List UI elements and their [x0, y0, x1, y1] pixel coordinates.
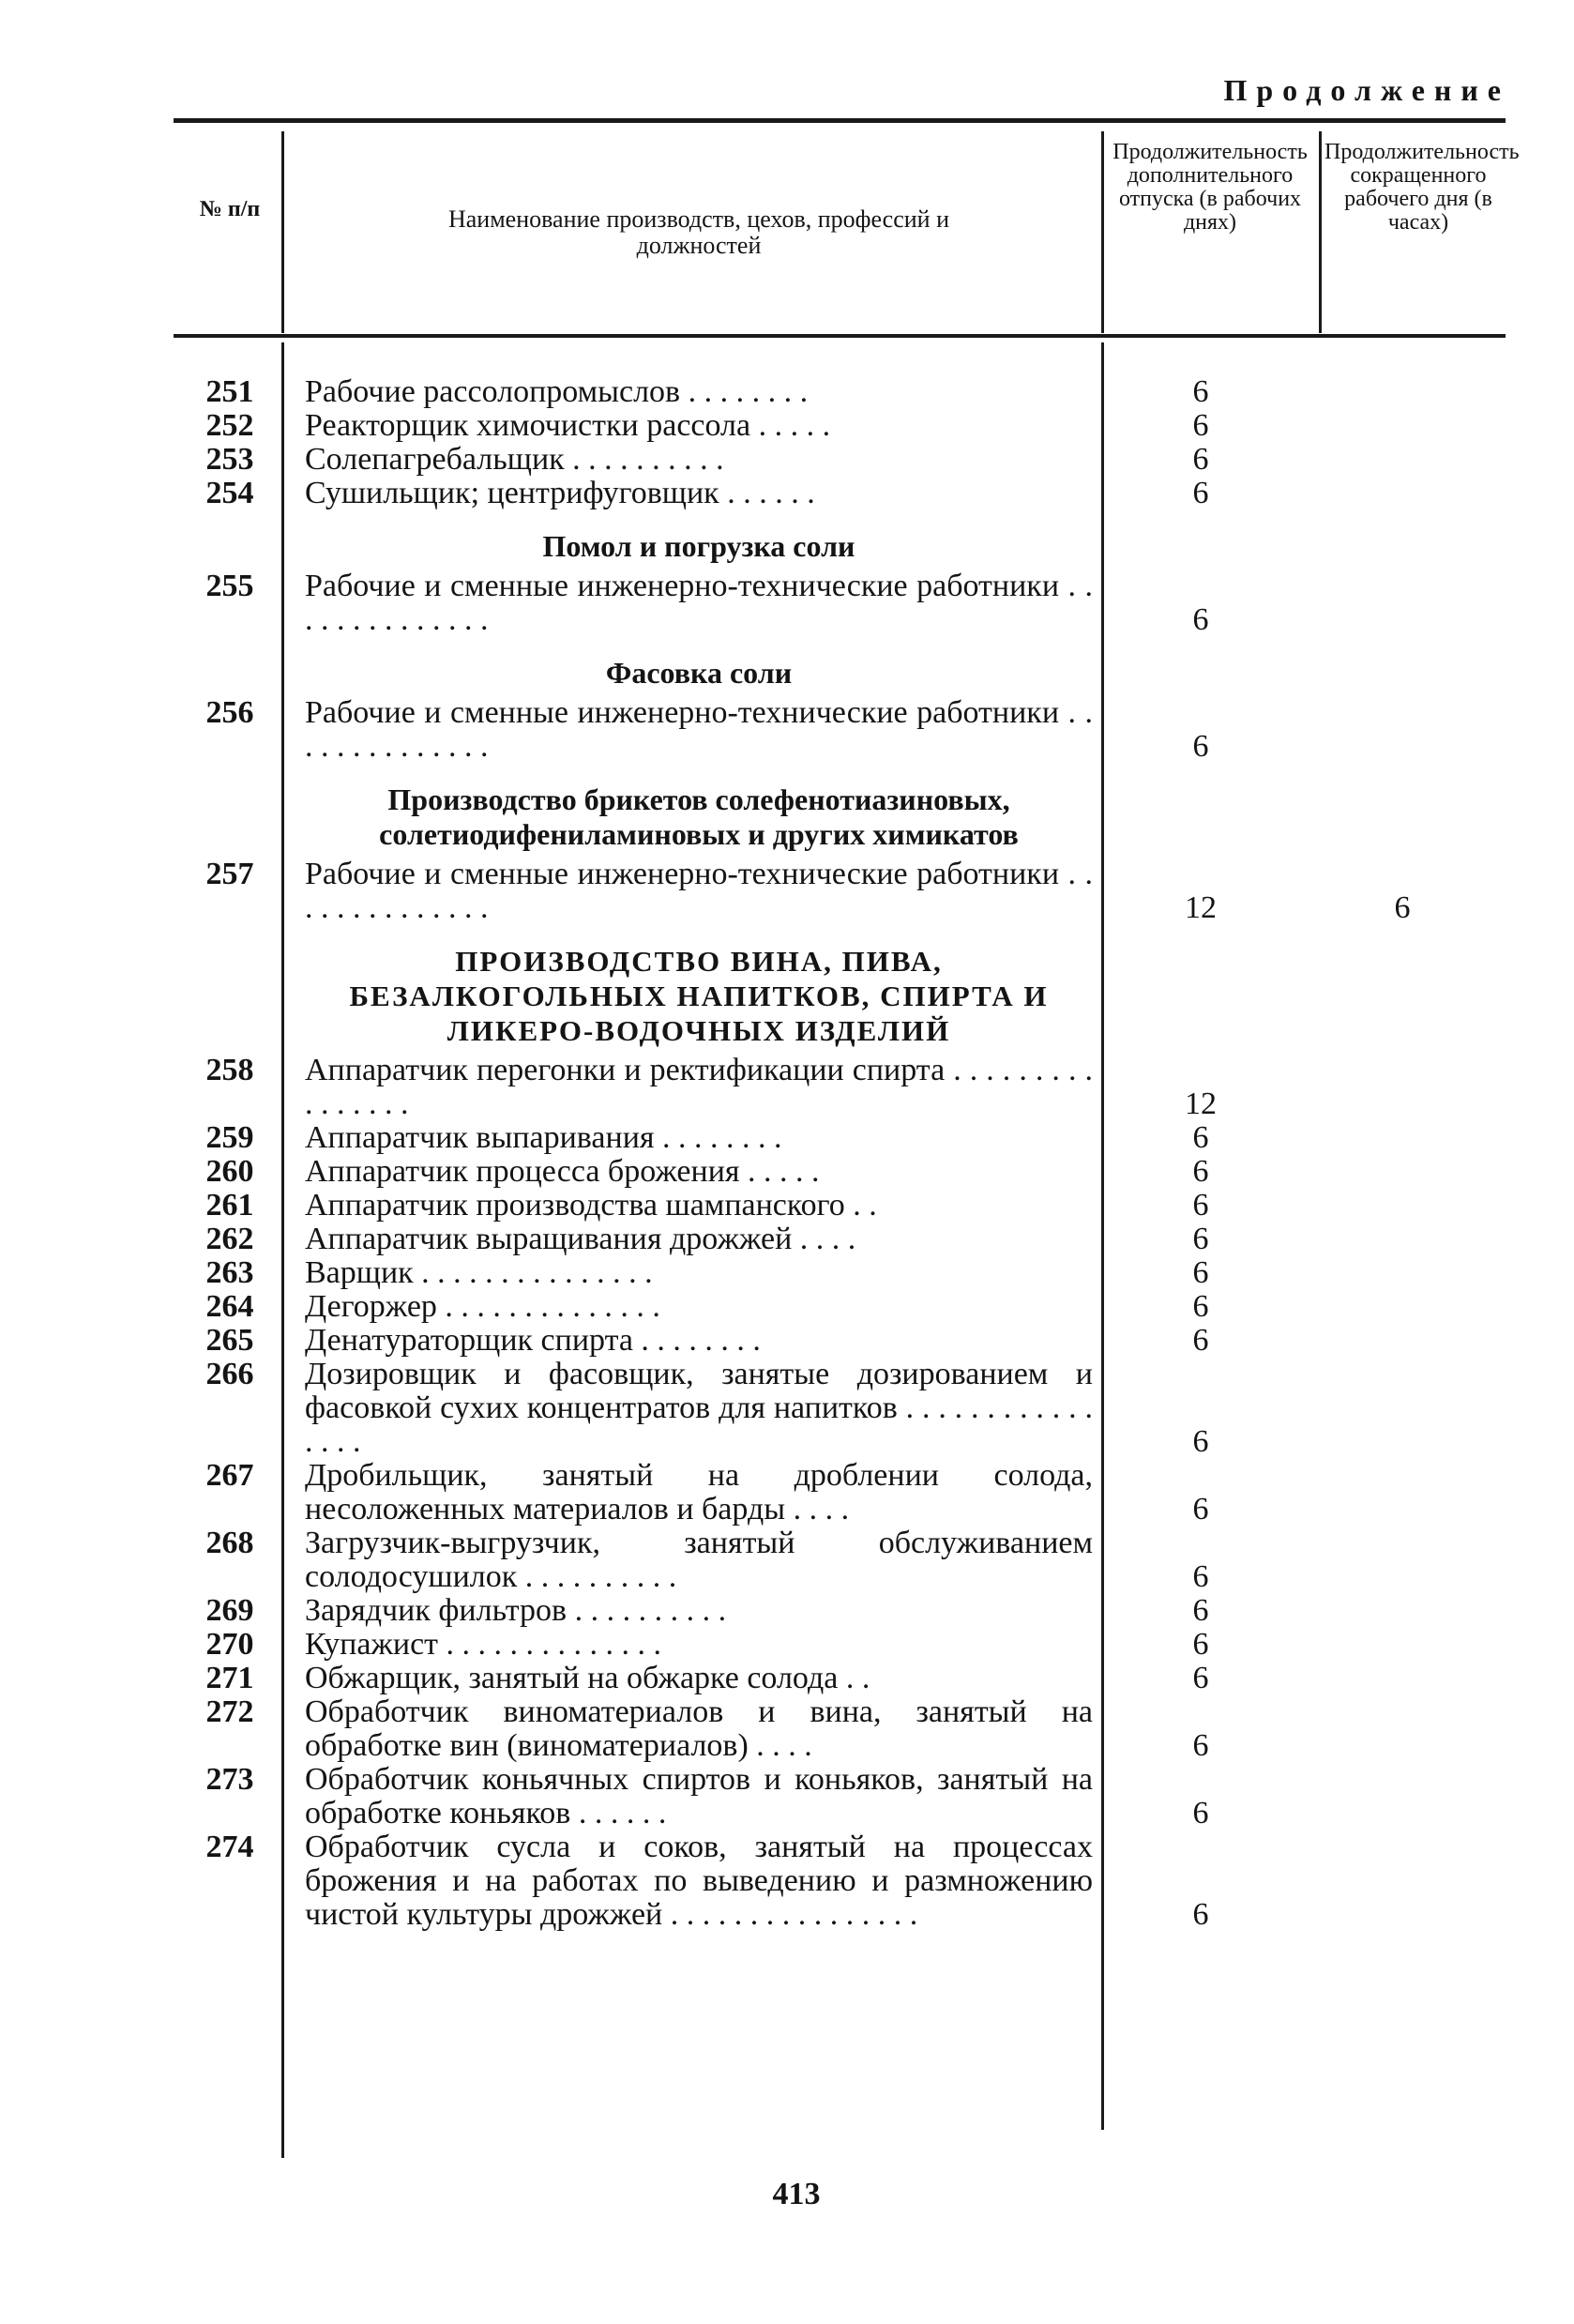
continuation-label: Продолжение: [1223, 73, 1510, 107]
row-days: 6: [1192, 1559, 1209, 1594]
row-number: 264: [205, 1289, 254, 1324]
row-days: 6: [1192, 1897, 1209, 1932]
row-name: Дробильщик, занятый на дроблении солода, несоложенных материалов и барды . . . .: [305, 1458, 1093, 1527]
row-days: 6: [1192, 729, 1209, 764]
table-top-rule: [174, 118, 1506, 123]
row-number: 274: [205, 1830, 254, 1864]
table-body: [178, 375, 1510, 1932]
row-days: 6: [1192, 1492, 1209, 1527]
row-number: 255: [205, 569, 254, 603]
row-name: Сушильщик; центрифуговщик . . . . . .: [305, 476, 815, 510]
row-name: Рабочие и сменные инженерно-технические работники . . . . . . . . . . . . . .: [305, 857, 1093, 925]
row-days: 6: [1192, 1255, 1209, 1290]
row-number: 270: [205, 1627, 254, 1662]
row-days: 6: [1192, 1154, 1209, 1189]
table-row: [178, 1628, 1510, 1662]
table-row: [178, 858, 1510, 925]
row-days: 6: [1192, 1222, 1209, 1256]
table-row: [178, 477, 1510, 510]
section-heading: Помол и погрузка соли: [542, 529, 855, 563]
row-name: Обработчик виноматериалов и вина, занятый на обработке вин (виноматериалов) . . . .: [305, 1694, 1093, 1763]
row-number: 273: [205, 1762, 254, 1797]
row-name: Аппаратчик выращивания дрожжей . . . .: [305, 1222, 856, 1256]
row-number: 256: [205, 695, 254, 730]
column-divider: [1101, 131, 1104, 333]
row-days: 6: [1192, 1661, 1209, 1695]
table-row: [178, 1121, 1510, 1155]
row-number: 252: [205, 408, 254, 443]
table-row: [178, 1256, 1510, 1290]
row-days: 6: [1192, 408, 1209, 443]
row-name: Аппаратчик перегонки и ректификации спирта . . . . . . . . . . . . . . . .: [305, 1053, 1093, 1121]
row-days: 6: [1192, 1627, 1209, 1662]
row-name: Обработчик коньячных спиртов и коньяков, занятый на обработке коньяков . . . . . .: [305, 1762, 1093, 1830]
section-heading: ПРОИЗВОДСТВО ВИНА, ПИВА, БЕЗАЛКОГОЛЬНЫХ НАПИТКОВ, СПИРТА И ЛИКЕРО-ВОДОЧНЫХ ИЗДЕЛИЙ: [349, 945, 1049, 1047]
row-days: 6: [1192, 1424, 1209, 1459]
row-name: Загрузчик-выгрузчик, занятый обслуживанием солодосушилок . . . . . . . . . .: [305, 1526, 1093, 1594]
table-row: [178, 1054, 1510, 1121]
row-name: Солепагребальщик . . . . . . . . . .: [305, 442, 724, 477]
table-row: [178, 1662, 1510, 1695]
row-days: 6: [1192, 1593, 1209, 1628]
table-row: [178, 1459, 1510, 1527]
spacer: [178, 637, 1510, 650]
table-row: [178, 375, 1510, 409]
row-days: 6: [1192, 602, 1209, 637]
row-days: 12: [1185, 1086, 1217, 1121]
table-row: [178, 1527, 1510, 1594]
row-days: 6: [1192, 1120, 1209, 1155]
row-number: 269: [205, 1593, 254, 1628]
row-number: 271: [205, 1661, 254, 1695]
row-days: 12: [1185, 890, 1217, 925]
table-row: [178, 1830, 1510, 1932]
table-row: [178, 1358, 1510, 1459]
table-row: [178, 1223, 1510, 1256]
row-days: 6: [1192, 374, 1209, 409]
row-name: Реакторщик химочистки рассола . . . . .: [305, 408, 831, 443]
row-number: 259: [205, 1120, 254, 1155]
row-days: 6: [1192, 442, 1209, 477]
table-row: [178, 1324, 1510, 1358]
header-name: Наименование производств, цехов, профессий и должностей: [447, 205, 949, 259]
row-number: 272: [205, 1694, 254, 1729]
table-row: [178, 1290, 1510, 1324]
row-name: Дозировщик и фасовщик, занятые дозированием и фасовкой сухих концентратов для напитков . . . . . . . . . . . . . . . .: [305, 1357, 1093, 1459]
row-number: 260: [205, 1154, 254, 1189]
row-name: Рабочие и сменные инженерно-технические работники . . . . . . . . . . . . . .: [305, 695, 1093, 764]
row-name: Обжарщик, занятый на обжарке солода . .: [305, 1661, 870, 1695]
row-name: Аппаратчик производства шампанского . .: [305, 1188, 877, 1223]
section-heading: Производство брикетов солефенотиазиновых, солетиодифениламиновых и других химикатов: [379, 782, 1019, 851]
row-name: Аппаратчик выпаривания . . . . . . . .: [305, 1120, 782, 1155]
row-number: 267: [205, 1458, 254, 1493]
row-name: Денатураторщик спирта . . . . . . . .: [305, 1323, 761, 1358]
row-number: 262: [205, 1222, 254, 1256]
table-row: [178, 443, 1510, 477]
row-hours: 6: [1394, 890, 1411, 925]
table-row: [178, 696, 1510, 764]
row-days: 6: [1192, 1728, 1209, 1763]
spacer: [178, 925, 1510, 938]
row-name: Дегоржер . . . . . . . . . . . . . .: [305, 1289, 660, 1324]
row-number: 265: [205, 1323, 254, 1358]
row-days: 6: [1192, 1188, 1209, 1223]
column-divider: [1319, 131, 1322, 333]
header-days: Продолжительность дополнительного отпуска (в рабочих днях): [1112, 140, 1308, 235]
table-row: [178, 1594, 1510, 1628]
row-days: 6: [1192, 1796, 1209, 1830]
row-number: 268: [205, 1526, 254, 1560]
row-name: Аппаратчик процесса брожения . . . . .: [305, 1154, 820, 1189]
row-number: 257: [205, 857, 254, 891]
table-row: [178, 1763, 1510, 1830]
row-days: 6: [1192, 1323, 1209, 1358]
column-divider: [281, 131, 284, 333]
row-name: Рабочие и сменные инженерно-технические работники . . . . . . . . . . . . . .: [305, 569, 1093, 637]
row-days: 6: [1192, 1289, 1209, 1324]
table-row: [178, 1695, 1510, 1763]
row-name: Купажист . . . . . . . . . . . . . .: [305, 1627, 662, 1662]
table-row: [178, 1189, 1510, 1223]
table-row: [178, 570, 1510, 637]
row-number: 251: [205, 374, 254, 409]
header-num: № п/п: [199, 197, 261, 221]
row-name: Рабочие рассолопромыслов . . . . . . . .: [305, 374, 809, 409]
row-number: 254: [205, 476, 254, 510]
row-name: Зарядчик фильтров . . . . . . . . . .: [305, 1593, 727, 1628]
table-row: [178, 409, 1510, 443]
table-header-rule: [174, 334, 1506, 338]
spacer: [178, 764, 1510, 777]
row-name: Обработчик сусла и соков, занятый на процессах брожения и на работах по выведению и размножению чистой культуры дрожжей . . . . . . . . . . . . . . . .: [305, 1830, 1093, 1932]
row-number: 258: [205, 1053, 254, 1087]
spacer: [178, 510, 1510, 524]
row-number: 261: [205, 1188, 254, 1223]
section-heading: Фасовка соли: [605, 656, 793, 690]
table-row: [178, 1155, 1510, 1189]
row-number: 263: [205, 1255, 254, 1290]
row-days: 6: [1192, 476, 1209, 510]
row-number: 253: [205, 442, 254, 477]
header-hours: Продолжительность сокращенного рабочего дня (в часах): [1324, 140, 1520, 235]
row-name: Варщик . . . . . . . . . . . . . . .: [305, 1255, 653, 1290]
row-number: 266: [205, 1357, 254, 1391]
page-number: 413: [772, 2177, 821, 2211]
